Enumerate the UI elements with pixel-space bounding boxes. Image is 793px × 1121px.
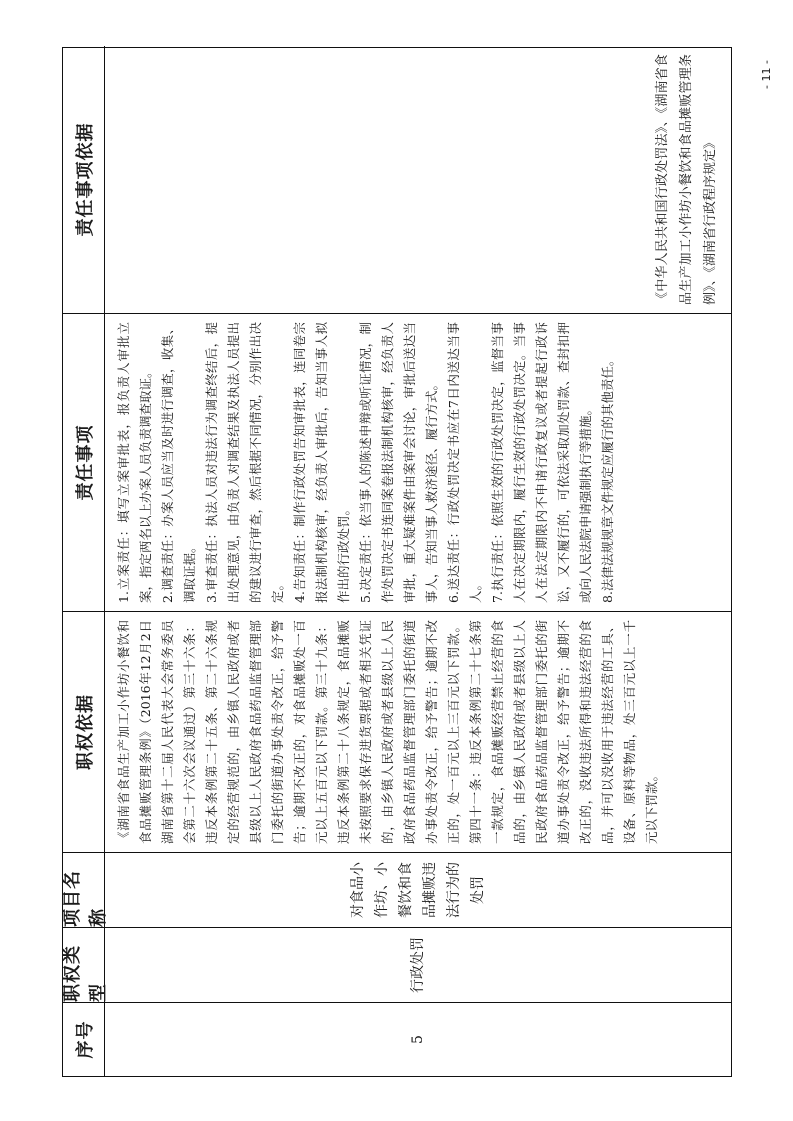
duty-item: 4.告知责任：制作行政处罚告知审批表，连同卷宗报法制机构核审，经负责人审批后，告知当事人拟作出的行政处罚。: [292, 322, 351, 603]
header-type: 职权类型: [63, 927, 105, 1002]
page-number: - 11 -: [760, 60, 773, 89]
duty-item: 7.执行责任：依照生效的行政处罚决定，监督当事人在决定期限内，履行生效的行政处罚决定。当事人在法定期限内不申请行政复议或者提起行政诉讼，又不履行的，可依法采取加处罚款、查封扣押或向人民法院申请强制执行等措施。: [490, 322, 593, 603]
header-seq: 序号: [63, 1002, 105, 1076]
duty-item: 1.立案责任：填写立案审批表，报负责人审批立案，指定两名以上办案人员负责调查取证。: [116, 322, 153, 603]
row-basis: 《湖南省食品生产加工小作坊小餐饮和食品摊贩管理条例》（2016年12月2日湖南省第十二届人民代表大会常务委员会第二十六次会议通过）第三十六条：违反本条例第二十五条、第二十六条规定的经营规范的，由乡镇人民政府或者县级以上人民政府食品药品监督管理部门委托的街道办事处责令改正，给予警告；逾期不改正的，对食品摊贩处一百元以上五百元以下罚款。第三十九条：违反本条例第二十八条规定，食品摊贩未按照要求保存进货票据或者相关凭证的，由乡镇人民政府或者县级以上人民政府食品药品监督管理部门委托的街道办事处责令改正，给予警告；逾期不改正的，处一百元以上三百元以下罚款。第四十一条：违反本条例第二十七条第一款规定，食品摊贩经营禁止经营的食品的，由乡镇人民政府或者县级以上人民政府食品药品监督管理部门委托的街道办事处责令改正，给予警告；逾期不改正的，没收违法所得和违法经营的食品，并可以没收用于违法经营的工具、设备、原料等物品，处三百元以上一千元以下罚款。: [105, 611, 731, 852]
header-duty-basis: 责任事项依据: [63, 46, 105, 313]
row-type: 行政处罚: [105, 927, 731, 1002]
header-basis: 职权依据: [63, 611, 105, 852]
duty-item: 5.决定责任：依当事人的陈述申辩或听证情况，制作处罚决定书连同案卷报法制机构核审，经负责人审批，重大疑难案件由案审会讨论，审批后送达当事人，告知当事人救济途径、履行方式。: [358, 322, 439, 603]
duty-item: 6.送达责任：行政处罚决定书应在7日内送达当事人。: [446, 322, 483, 603]
duty-basis-text: 《中华人民共和国行政处罚法》、《湖南省食品生产加工小作坊小餐饮和食品摊贩管理条例》、《湖南省行政程序规定》: [655, 54, 718, 305]
responsibility-table: [62, 47, 732, 1077]
row-name: 对食品小作坊、小餐饮和食品摊贩违法行为的处罚: [105, 852, 731, 927]
duty-item: 2.调查责任：办案人员应当及时进行调查，收集、调取证据。: [160, 322, 197, 603]
row-duty-basis: [105, 46, 731, 313]
header-name: 项目名称: [63, 852, 105, 927]
header-duty: 责任事项: [63, 313, 105, 611]
duty-item: 8.法律法规规章文件规定应履行的其他责任。: [600, 353, 615, 603]
rotated-table-page: [62, 47, 732, 1077]
duty-item: 3.审查责任：执法人员对违法行为调查终结后，提出处理意见，由负责人对调查结果及执法人员提出的建议进行审查，然后根据不同情况，分别作出决定。: [204, 322, 285, 603]
row-duty-list: [105, 313, 731, 611]
row-seq: 5: [105, 1002, 731, 1076]
